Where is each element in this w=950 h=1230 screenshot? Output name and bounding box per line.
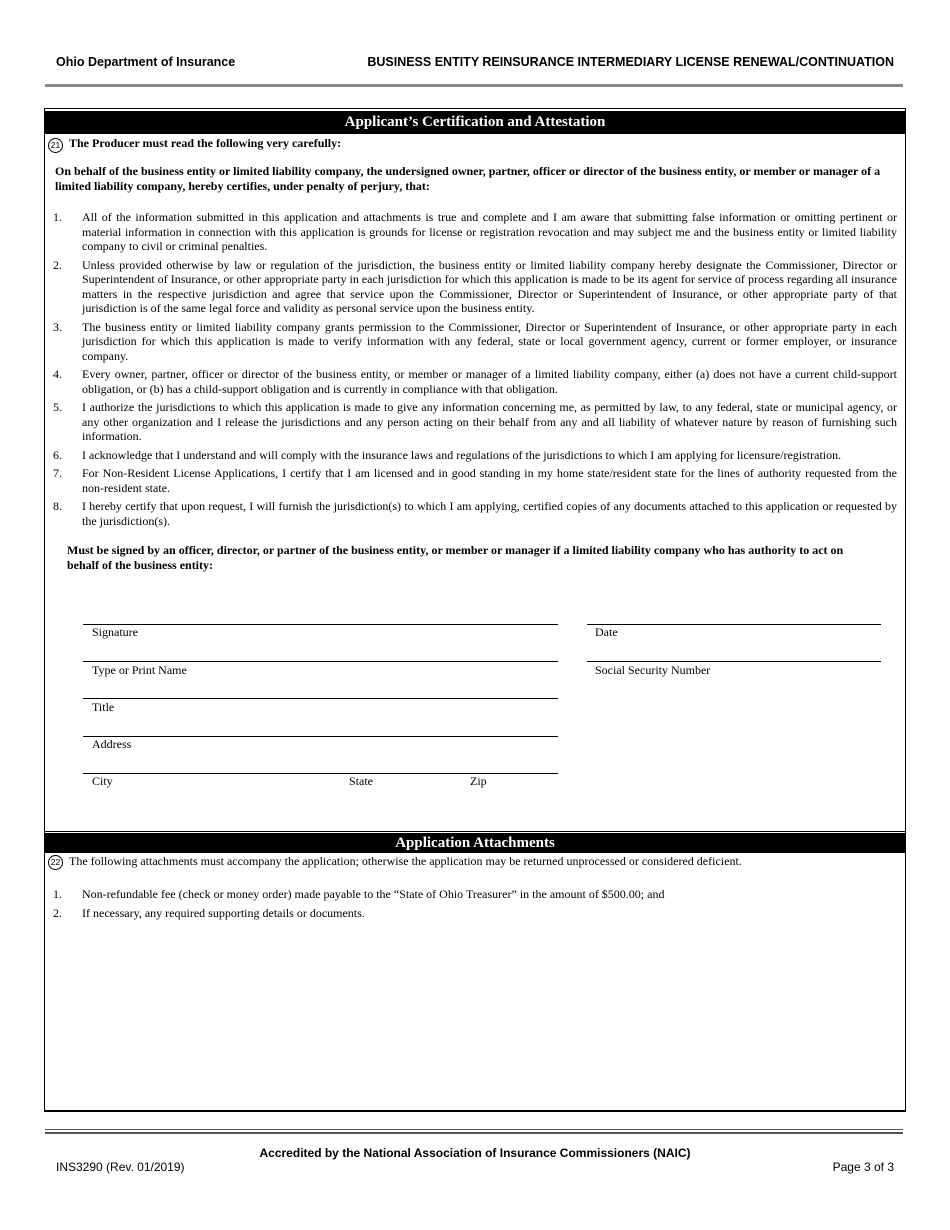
list-item xyxy=(53,499,897,528)
address-label: Address xyxy=(92,737,132,751)
print-name-label: Type or Print Name xyxy=(92,663,187,677)
list-number: 4. xyxy=(53,367,62,381)
ssn-field[interactable] xyxy=(587,661,881,662)
header-rule xyxy=(45,84,903,87)
form-title: BUSINESS ENTITY REINSURANCE INTERMEDIARY LICENSE RENEWAL/CONTINUATION xyxy=(367,55,894,69)
page-number: Page 3 of 3 xyxy=(832,1160,894,1174)
date-label: Date xyxy=(595,625,618,639)
state-label: State xyxy=(349,774,373,788)
item-number-badge: 21 xyxy=(48,138,63,153)
list-item xyxy=(53,887,897,902)
list-text: I hereby certify that upon request, I will furnish the jurisdiction(s) to which I am applying, certified copies of any documents attached to this application or requested by the jurisdiction(s). xyxy=(82,499,897,528)
city-label: City xyxy=(92,774,113,788)
list-item xyxy=(53,258,897,316)
list-item xyxy=(53,448,897,463)
list-number: 3. xyxy=(53,319,62,334)
zip-label: Zip xyxy=(470,774,487,788)
list-number: 8. xyxy=(53,499,62,513)
print-name-field[interactable] xyxy=(83,661,558,662)
list-text: Every owner, partner, officer or director of the business entity, or member or manager of a limited liability company, either (a) does not have a current child-support obligation, or (b) has a child-support obligation and is currently in compliance with that obligation. xyxy=(82,367,897,396)
item-number-badge: 22 xyxy=(48,855,63,870)
list-text: Non-refundable fee (check or money order) made payable to the “State of Ohio Treasurer” in the amount of $500.00; and xyxy=(82,887,665,901)
list-text: For Non-Resident License Applications, I certify that I am licensed and in good standing in my home state/resident state for the lines of authority requested from the non-resident state. xyxy=(82,466,897,495)
accreditation-note: Accredited by the National Association of Insurance Commissioners (NAIC) xyxy=(259,1146,691,1160)
list-text: Unless provided otherwise by law or regulation of the jurisdiction, the business entity or limited liability company hereby designate the Commissioner, Director or Superintendent of Insurance, or other appropriate party in each jurisdiction for which this application is made to be its agent for service of process regarding all insurance matters in the respective jurisdiction and agree that service upon the Commissioner, Director or Superintendent of Insurance, or other appropriate party of that jurisdiction is of the same legal force and validity as personal service upon the business entity. xyxy=(82,257,897,315)
list-text: I authorize the jurisdictions to which this application is made to give any information concerning me, as permitted by law, to any federal, state or municipal agency, or any other organization and I release the jurisdictions and any person acting on their behalf from any and all liability of whatever nature by reason of furnishing such information. xyxy=(82,400,897,443)
signature-label: Signature xyxy=(92,625,138,639)
attachments-list xyxy=(53,887,897,924)
certification-instruction: The Producer must read the following very carefully: xyxy=(69,136,342,150)
list-text: If necessary, any required supporting details or documents. xyxy=(82,905,365,920)
list-item xyxy=(53,400,897,444)
list-number: 2. xyxy=(53,257,62,272)
list-item xyxy=(53,210,897,254)
address-field[interactable] xyxy=(83,736,558,737)
footer-rule xyxy=(45,1132,903,1134)
list-text: I acknowledge that I understand and will comply with the insurance laws and regulations of the jurisdictions to which I am applying for licensure/registration. xyxy=(82,447,842,462)
list-text: All of the information submitted in this application and attachments is true and complete and I am aware that submitting false information or omitting pertinent or material information in connection with this application is grounds for license or registration revocation and may subject me and the business entity or limited liability company to civil or criminal penalties. xyxy=(82,210,897,253)
list-number: 2. xyxy=(53,905,62,920)
list-number: 5. xyxy=(53,400,62,414)
list-number: 1. xyxy=(53,210,62,224)
certification-heading: Applicant’s Certification and Attestation xyxy=(45,111,905,134)
list-item xyxy=(53,906,897,921)
list-item xyxy=(53,466,897,495)
attachments-instruction: The following attachments must accompany the application; otherwise the application may be returned unprocessed or considered deficient. xyxy=(69,854,742,868)
signature-field[interactable] xyxy=(83,624,558,625)
signing-note: Must be signed by an officer, director, or partner of the business entity, or member or manager if a limited liability company who has authority to act on behalf of the business entity: xyxy=(67,543,844,572)
list-text: The business entity or limited liability company grants permission to the Commissioner, Director or Superintendent of Insurance, or other appropriate party in each jurisdiction for which this application is made to verify information with any federal, state or local government agency, current or former employer, or insurance company. xyxy=(82,319,897,363)
form-id: INS3290 (Rev. 01/2019) xyxy=(56,1160,185,1174)
city-state-zip-field[interactable] xyxy=(83,773,558,774)
form-frame xyxy=(44,108,906,1112)
list-number: 6. xyxy=(53,447,62,462)
title-field[interactable] xyxy=(83,698,558,699)
agency-name: Ohio Department of Insurance xyxy=(56,55,236,69)
certification-intro: On behalf of the business entity or limited liability company, the undersigned owner, partner, officer or director of the business entity, or member or manager of a limited liability company, hereby certifies, under penalty of perjury, that: xyxy=(55,164,881,193)
attachments-heading: Application Attachments xyxy=(45,833,905,853)
list-number: 1. xyxy=(53,887,62,901)
list-number: 7. xyxy=(53,466,62,480)
certification-list xyxy=(53,210,897,532)
footer-rule xyxy=(45,1129,903,1130)
list-item xyxy=(53,320,897,364)
date-field[interactable] xyxy=(587,624,881,625)
list-item xyxy=(53,367,897,396)
ssn-label: Social Security Number xyxy=(595,663,711,677)
title-label: Title xyxy=(92,700,115,714)
